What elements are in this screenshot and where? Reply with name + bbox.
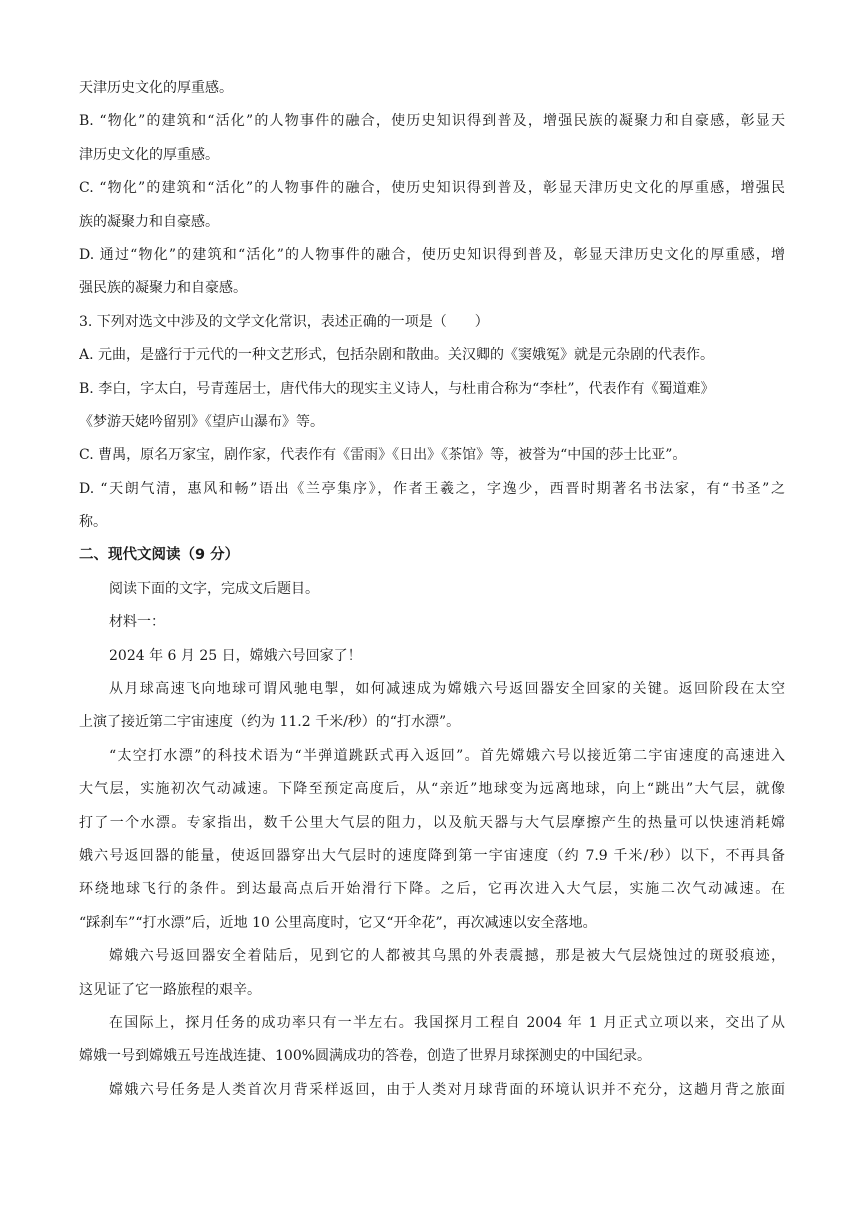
section-heading: 二、现代文阅读（9 分）: [79, 547, 240, 564]
passage-line: 嫦娥六号任务是人类首次月背采样返回，由于人类对月球背面的环境认识并不充分，这趟月背之旅面: [109, 1081, 785, 1098]
instruction-line: 阅读下面的文字，完成文后题目。: [109, 580, 319, 597]
question-3-option-d: D. “天朗气清，惠风和畅”语出《兰亭集序》，作者王羲之，字逸少，西晋时期著名书法家，有“书圣”之: [79, 480, 785, 497]
passage-line: 在国际上，探月任务的成功率只有一半左右。我国探月工程自 2004 年 1 月正式立项以来，交出了从: [109, 1014, 785, 1031]
question-3-option-c: C. 曹禺，原名万家宝，剧作家，代表作有《雷雨》《日出》《茶馆》等，被誉为“中国的莎士比亚”。: [79, 447, 687, 464]
passage-line: “太空打水漂”的科技术语为“半弹道跳跃式再入返回”。首先嫦娥六号以接近第二宇宙速度的高速进入: [109, 747, 785, 764]
option-c-line: C. “物化”的建筑和“活化”的人物事件的融合，使历史知识得到普及，彰显天津历史文化的厚重感，增强民: [79, 180, 785, 197]
passage-line: 上演了接近第二宇宙速度（约为 11.2 千米/秒）的“打水漂”。: [79, 714, 461, 731]
question-3-stem: 3. 下列对选文中涉及的文学文化常识，表述正确的一项是（ ）: [79, 313, 489, 330]
material-label: 材料一：: [109, 614, 165, 631]
passage-line: 2024 年 6 月 25 日，嫦娥六号回家了！: [109, 647, 362, 664]
question-options-block: [79, 72, 785, 539]
option-d-line: D. 通过“物化”的建筑和“活化”的人物事件的融合，使历史知识得到普及，彰显天津历史文化的厚重感，增: [79, 246, 785, 263]
passage-line: 嫦娥六号返回器安全着陆后，见到它的人都被其乌黑的外表震撼，那是被大气层烧蚀过的斑驳痕迹，: [109, 948, 785, 965]
passage-line: 大气层，实施初次气动减速。下降至预定高度后，从“亲近”地球变为远离地球，向上“跳出”大气层，就像: [79, 781, 785, 798]
text-line: 称。: [79, 514, 107, 531]
passage-line: “踩刹车”“打水漂”后，近地 10 公里高度时，它又“开伞花”，再次减速以安全落地。: [79, 914, 597, 931]
passage-line: 从月球高速飞向地球可谓风驰电掣，如何减速成为嫦娥六号返回器安全回家的关键。返回阶段在太空: [109, 681, 785, 698]
question-3-option-b: B. 李白，字太白，号青莲居士，唐代伟大的现实主义诗人，与杜甫合称为“李杜”，代表作有《蜀道难》: [79, 380, 715, 397]
passage-line: 嫦娥一号到嫦娥五号连战连捷、100%圆满成功的答卷，创造了世界月球探测史的中国纪录。: [79, 1048, 652, 1065]
document-page: [79, 72, 785, 1107]
text-line: 《梦游天姥吟留别》《望庐山瀑布》等。: [79, 413, 324, 430]
passage-line: 这见证了它一路旅程的艰辛。: [79, 981, 261, 998]
option-b-line: B. “物化”的建筑和“活化”的人物事件的融合，使历史知识得到普及，增强民族的凝聚力和自豪感，彰显天: [79, 113, 785, 130]
passage-line: 环绕地球飞行的条件。到达最高点后开始滑行下降。之后，它再次进入大气层，实施二次气动减速。在: [79, 881, 785, 898]
passage-line: 打了一个水漂。专家指出，数千公里大气层的阻力，以及航天器与大气层摩擦产生的热量可以快速消耗嫦: [79, 814, 785, 831]
text-line: 强民族的凝聚力和自豪感。: [79, 280, 247, 297]
text-line: 族的凝聚力和自豪感。: [79, 213, 219, 230]
text-line: 天津历史文化的厚重感。: [79, 80, 233, 96]
passage-line: 娥六号返回器的能量，使返回器穿出大气层时的速度降到第一宇宙速度（约 7.9 千米/秒）以下，不再具备: [79, 847, 785, 864]
reading-passage: [79, 573, 785, 1107]
question-3-option-a: A. 元曲，是盛行于元代的一种文艺形式，包括杂剧和散曲。关汉卿的《窦娥冤》就是元杂剧的代表作。: [79, 347, 715, 364]
text-line: 津历史文化的厚重感。: [79, 146, 219, 163]
